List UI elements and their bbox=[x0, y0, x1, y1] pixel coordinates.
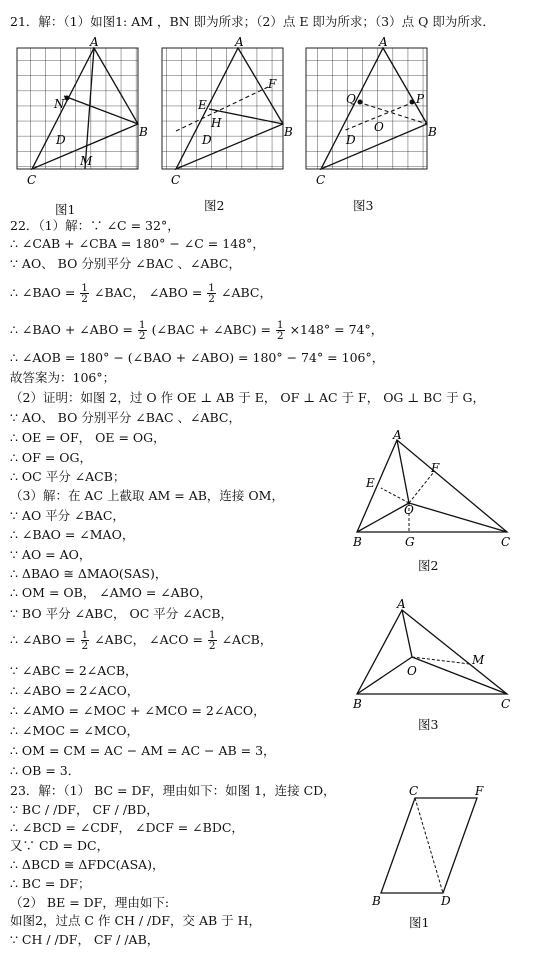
q23-line-6: ∴ BC = DF； bbox=[10, 876, 91, 891]
q22f3-label-m: M bbox=[472, 653, 485, 667]
fig2-label-f: F bbox=[268, 77, 277, 91]
q22f2-label-a: A bbox=[393, 428, 402, 442]
q22f2-label-g: G bbox=[405, 535, 415, 549]
fraction-half: $\frac{1}{2}$ bbox=[208, 629, 216, 652]
q22f2-label-f: F bbox=[431, 461, 440, 475]
q22-line-18: ∴ OM = OB， ∠AMO = ∠ABO， bbox=[10, 585, 212, 600]
q22-line-9: ∵ AO、 BO 分别平分 ∠BAC 、∠ABC， bbox=[10, 410, 241, 425]
fig1-label-a: A bbox=[90, 35, 99, 49]
fig2-label-c: C bbox=[171, 173, 181, 187]
q22-line-23: ∴ ∠AMO = ∠MOC + ∠MCO = 2∠ACO， bbox=[10, 703, 266, 718]
q22f2-label-e: E bbox=[366, 476, 375, 490]
q22-line-10: ∴ OE = OF， OE = OG， bbox=[10, 430, 166, 445]
q22-line-17: ∴ ΔBAO ≅ ΔMAO(SAS)， bbox=[10, 566, 168, 581]
q22-line-22: ∴ ∠ABO = 2∠ACO， bbox=[10, 683, 140, 698]
q22f3-label-a: A bbox=[397, 597, 406, 611]
q22-figure-2 bbox=[345, 425, 525, 575]
q23-line-2: ∵ BC / /DF， CF / /BD， bbox=[10, 802, 159, 817]
q23-line-8: 如图2，过点 C 作 CH / /DF，交 AB 于 H， bbox=[10, 913, 262, 928]
q22-line-25: ∴ OM = CM = AC − AM = AC − AB = 3， bbox=[10, 743, 276, 758]
fig1-label-d: D bbox=[56, 133, 66, 147]
q22-line-8: （2）证明：如图 2，过 O 作 OE ⊥ AB 于 E， OF ⊥ AC 于 F， OG ⊥ BC 于 G， bbox=[10, 390, 486, 405]
q23-line-4: 又∵ CD = DC， bbox=[10, 838, 110, 853]
q22f2-label-b: B bbox=[353, 535, 362, 549]
fraction-half: $\frac{1}{2}$ bbox=[208, 282, 215, 305]
fraction-half: $\frac{1}{2}$ bbox=[81, 282, 88, 305]
fig2-label-d: D bbox=[202, 133, 212, 147]
fig2-label-a: A bbox=[235, 35, 244, 49]
q23-fig1-caption: 图1 bbox=[409, 915, 430, 930]
q22-line-6: ∴ ∠AOB = 180° − (∠BAO + ∠ABO) = 180° − 74° = 106°， bbox=[10, 350, 385, 365]
fraction-half: $\frac{1}{2}$ bbox=[81, 629, 89, 652]
fig3-label-p: P bbox=[416, 92, 425, 106]
fig3-label-a: A bbox=[379, 35, 388, 49]
q22f3-label-c: C bbox=[501, 697, 511, 711]
q22-fig2-caption: 图2 bbox=[418, 558, 439, 573]
q22-line-1: 22．（1）解：∵ ∠C = 32°， bbox=[10, 218, 180, 233]
q23f1-label-c: C bbox=[409, 784, 419, 798]
q22-figure-3 bbox=[345, 592, 525, 722]
q22f2-label-c: C bbox=[501, 535, 511, 549]
q23f1-label-d: D bbox=[441, 894, 451, 908]
fig2-label-e: E bbox=[198, 98, 207, 112]
q22-line-15: ∴ ∠BAO = ∠MAO， bbox=[10, 527, 135, 542]
q21-caption-3: 图3 bbox=[353, 198, 374, 213]
q22-line-4: ∴ ∠BAO = $\frac{1}{2}$ ∠BAC， ∠ABO = $\frac{1}{2}$ ∠ABC， bbox=[10, 282, 272, 305]
q21-figure-2 bbox=[162, 35, 293, 187]
fig3-label-d: D bbox=[346, 133, 356, 147]
q23-line-5: ∴ ΔBCD ≅ ΔFDC(ASA)， bbox=[10, 857, 165, 872]
q22-line-14: ∵ AO 平分 ∠BAC， bbox=[10, 508, 125, 523]
fraction-half: $\frac{1}{2}$ bbox=[276, 319, 284, 342]
fig1-label-n: N bbox=[54, 97, 65, 111]
q22-line-24: ∴ ∠MOC = ∠MCO， bbox=[10, 723, 140, 738]
q21-caption-1: 图1 bbox=[55, 202, 76, 217]
q21-caption-2: 图2 bbox=[204, 198, 225, 213]
fig1-label-c: C bbox=[27, 173, 37, 187]
q22-line-21: ∵ ∠ABC = 2∠ACB， bbox=[10, 663, 138, 678]
fig2-label-h: H bbox=[211, 116, 222, 130]
q23-figure-1 bbox=[365, 780, 525, 910]
q22-line-5: ∴ ∠BAO + ∠ABO = $\frac{1}{2}$ (∠BAC + ∠ABC) = $\frac{1}{2}$ ×148° = 74°， bbox=[10, 319, 384, 342]
fig2-label-b: B bbox=[284, 125, 293, 139]
q21-figure-3 bbox=[306, 35, 437, 187]
q23-line-1: 23．解：（1） BC = DF，理由如下：如图 1，连接 CD， bbox=[10, 783, 336, 798]
q22-line-26: ∴ OB = 3． bbox=[10, 763, 81, 778]
q23-line-7: （2） BE = DF，理由如下: bbox=[10, 895, 170, 910]
q22-line-12: ∴ OC 平分 ∠ACB； bbox=[10, 469, 126, 484]
q22-line-16: ∵ AO = AO， bbox=[10, 547, 92, 562]
q22-line-11: ∴ OF = OG， bbox=[10, 450, 93, 465]
q22-line-20: ∴ ∠ABO = $\frac{1}{2}$ ∠ABC， ∠ACO = $\frac{1}{2}$ ∠ACB， bbox=[10, 629, 273, 652]
q22-line-7: 故答案为：106°； bbox=[10, 370, 116, 385]
q22-line-2: ∴ ∠CAB + ∠CBA = 180° − ∠C = 148°， bbox=[10, 236, 265, 251]
fig3-label-o: O bbox=[374, 120, 384, 134]
q22-line-13: （3）解：在 AC 上截取 AM = AB，连接 OM， bbox=[10, 488, 284, 503]
fig1-label-b: B bbox=[139, 125, 148, 139]
q22f3-label-b: B bbox=[353, 697, 362, 711]
q22f2-label-o: O bbox=[404, 503, 414, 517]
q21-answer-line: 21．解：（1）如图1: AM ，BN 即为所求；（2）点 E 即为所求；（3）点 Q 即为所求． bbox=[10, 14, 495, 29]
fig3-label-c: C bbox=[316, 173, 326, 187]
q22f3-label-o: O bbox=[407, 664, 417, 678]
fig3-label-b: B bbox=[428, 125, 437, 139]
q23-line-9: ∵ CH / /DF， CF / /AB， bbox=[10, 932, 160, 947]
fig1-label-m: M bbox=[80, 154, 93, 168]
q21-figure-1 bbox=[17, 35, 148, 187]
q23f1-label-b: B bbox=[372, 894, 381, 908]
q23-line-3: ∴ ∠BCD = ∠CDF， ∠DCF = ∠BDC， bbox=[10, 820, 244, 835]
fraction-half: $\frac{1}{2}$ bbox=[138, 319, 146, 342]
q21-figures bbox=[0, 0, 546, 215]
q23f1-label-f: F bbox=[475, 784, 484, 798]
q22-line-19: ∵ BO 平分 ∠ABC， OC 平分 ∠ACB， bbox=[10, 606, 234, 621]
q22-fig3-caption: 图3 bbox=[418, 717, 439, 732]
fig3-label-q: Q bbox=[346, 92, 356, 106]
q22-line-3: ∵ AO、 BO 分别平分 ∠BAC 、∠ABC， bbox=[10, 256, 241, 271]
